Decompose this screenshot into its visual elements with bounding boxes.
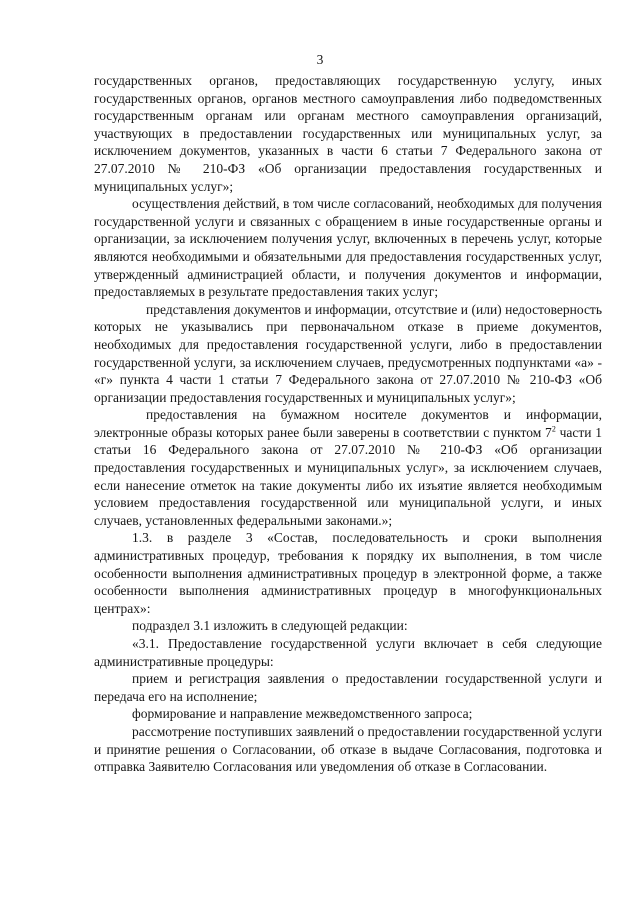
paragraph-subsection-3-1: подраздел 3.1 изложить в следующей редакции: [132, 618, 408, 634]
footnote-superscript: 2 [551, 424, 556, 434]
document-body [94, 72, 602, 776]
paragraph-procedure-request: формирование и направление межведомственного запроса; [132, 706, 473, 722]
paragraph-paper-documents-end: части 1 статьи 16 Федерального закона от 27.07.2010 № 210-ФЗ «Об организации предоставления государственных и муниципальных услуг», за исключением случаев, если нанесение отметок на такие документы либо их изъятие является необходимым условием предоставления государственной или муниципальной услуги, и иных случаев, установленных федеральными законами.»; [94, 424, 602, 528]
paragraph-procedure-review: рассмотрение поступивших заявлений о предоставлении государственной услуги и принятие решения о Согласовании, об отказе в выдаче Согласования, подготовка и отправка Заявителю Согласования или уведомления об отказе в Согласовании. [94, 723, 602, 775]
paragraph-actions: осуществления действий, в том числе согласований, необходимых для получения государственной услуги и связанных с обращением в иные государственные органы и организации, за исключением получения услуг, включенных в перечень услуг, которые являются необходимыми и обязательными для предоставления государственных услуг, утвержденный администрацией области, и получения документов и информации, предоставляемых в результате предоставления таких услуг; [94, 196, 602, 300]
paragraph-paper-documents [94, 406, 602, 529]
paragraph-documents: представления документов и информации, отсутствие и (или) недостоверность которых не указывались при первоначальном отказе в приеме документов, необходимых для предоставления государственной услуги, либо в предоставлении государственной услуги, за исключением случаев, предусмотренных подпунктами «а» - «г» пункта 4 части 1 статьи 7 Федерального закона от 27.07.2010 № 210-ФЗ «Об организации предоставления государственных и муниципальных услуг»; [94, 301, 602, 405]
paragraph-continued: государственных органов, предоставляющих государственную услугу, иных государственных органов, органов местного самоуправления либо подведомственных государственным органам или органам местного самоуправления организаций, участвующих в предоставлении государственных или муниципальных услуг, за исключением документов, указанных в части 6 статьи 7 Федерального закона от 27.07.2010 № 210-ФЗ «Об организации предоставления государственных и муниципальных услуг»; [94, 73, 602, 194]
paragraph-paper-documents-start: предоставления на бумажном носителе документов и информации, электронные образы которых ранее были заверены в соответствии с пунктом 7 [94, 407, 602, 440]
paragraph-procedure-reception: прием и регистрация заявления о предоставлении государственной услуги и передача его на исполнение; [94, 671, 602, 704]
paragraph-3-1-intro: «3.1. Предоставление государственной услуги включает в себя следующие административные процедуры: [94, 636, 602, 669]
paragraph-section-3: 1.3. в разделе 3 «Состав, последовательность и сроки выполнения административных процедур, требования к порядку их выполнения, в том числе особенности выполнения административных процедур в электронной форме, а также особенности выполнения административных процедур в многофункциональных центрах»: [94, 530, 602, 616]
page-number: 3 [316, 52, 324, 67]
